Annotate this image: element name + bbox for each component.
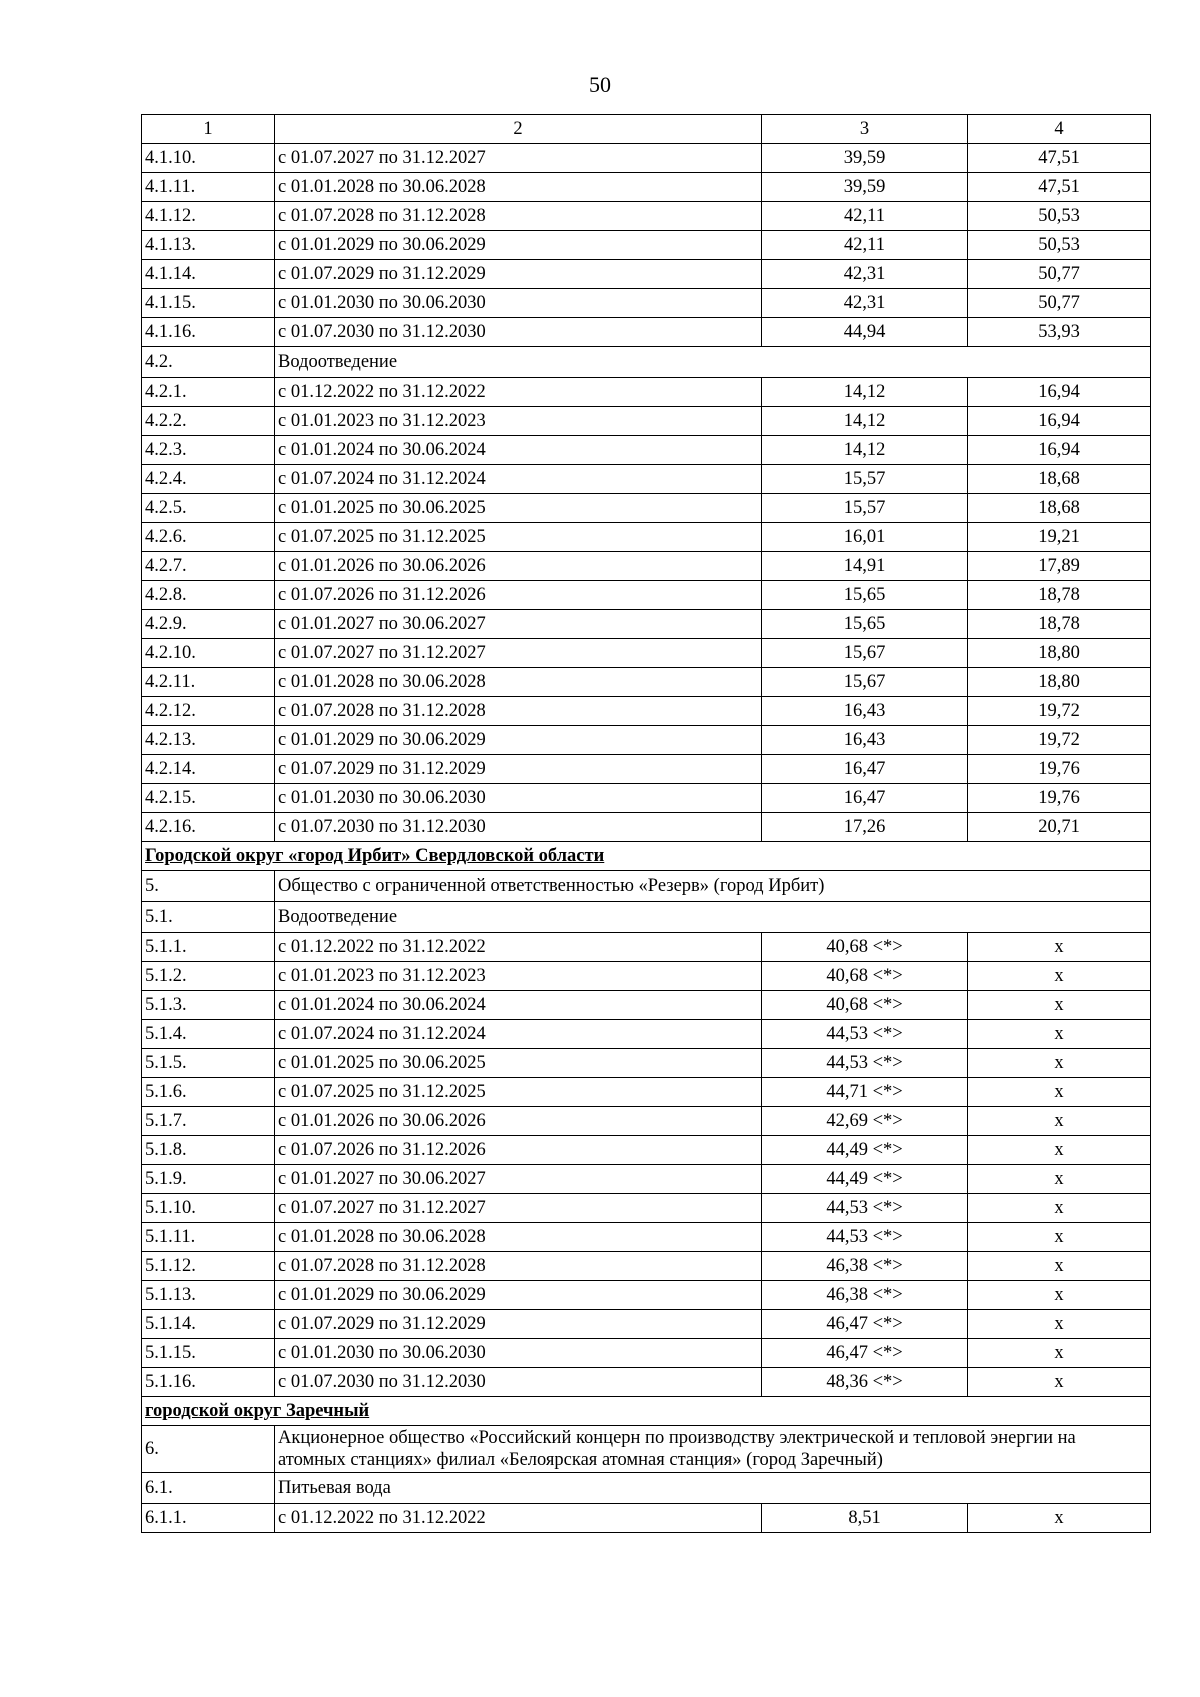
row-value-col3: 42,11 xyxy=(762,231,968,260)
row-number: 6.1.1. xyxy=(142,1504,275,1533)
table-row xyxy=(142,1310,1151,1339)
row-period: с 01.01.2029 по 30.06.2029 xyxy=(275,1281,762,1310)
table-row xyxy=(142,202,1151,231)
row-value-col3: 16,43 xyxy=(762,697,968,726)
row-value-col4: x xyxy=(968,1504,1151,1533)
row-value-col3: 15,57 xyxy=(762,465,968,494)
row-period: с 01.01.2027 по 30.06.2027 xyxy=(275,610,762,639)
row-value-col4: x xyxy=(968,1281,1151,1310)
row-number: 4.1.16. xyxy=(142,318,275,347)
row-value-col3: 14,91 xyxy=(762,552,968,581)
row-value-col3: 16,47 xyxy=(762,784,968,813)
table-row xyxy=(142,289,1151,318)
row-value-col3: 44,71 <*> xyxy=(762,1078,968,1107)
header-col-3: 3 xyxy=(762,115,968,144)
row-period: с 01.01.2030 по 30.06.2030 xyxy=(275,1339,762,1368)
row-value-col4: 19,21 xyxy=(968,523,1151,552)
row-number: 5.1.4. xyxy=(142,1020,275,1049)
table-row xyxy=(142,1194,1151,1223)
row-value-col4: x xyxy=(968,1136,1151,1165)
row-number: 4.2.10. xyxy=(142,639,275,668)
row-number: 4.2.2. xyxy=(142,407,275,436)
row-value-col3: 8,51 xyxy=(762,1504,968,1533)
table-row xyxy=(142,173,1151,202)
row-value-col4: 50,77 xyxy=(968,289,1151,318)
row-value-col3: 15,65 xyxy=(762,581,968,610)
table-row xyxy=(142,1136,1151,1165)
group-number: 5.1. xyxy=(142,902,275,933)
group-number: 6.1. xyxy=(142,1473,275,1504)
row-value-col4: x xyxy=(968,1107,1151,1136)
row-number: 5.1.15. xyxy=(142,1339,275,1368)
row-value-col4: 17,89 xyxy=(968,552,1151,581)
page-number: 50 xyxy=(589,72,611,97)
row-value-col4: 19,76 xyxy=(968,784,1151,813)
table-row xyxy=(142,260,1151,289)
row-value-col4: 18,68 xyxy=(968,494,1151,523)
row-value-col3: 16,01 xyxy=(762,523,968,552)
group-number: 4.2. xyxy=(142,347,275,378)
group-row xyxy=(142,347,1151,378)
row-number: 5.1.1. xyxy=(142,933,275,962)
row-number: 5.1.9. xyxy=(142,1165,275,1194)
row-number: 4.1.14. xyxy=(142,260,275,289)
table-row xyxy=(142,991,1151,1020)
row-value-col4: 53,93 xyxy=(968,318,1151,347)
row-period: с 01.01.2026 по 30.06.2026 xyxy=(275,1107,762,1136)
row-period: с 01.07.2029 по 31.12.2029 xyxy=(275,755,762,784)
row-value-col4: x xyxy=(968,1310,1151,1339)
table-row xyxy=(142,552,1151,581)
tariff-table xyxy=(141,114,1151,1533)
row-value-col3: 44,49 <*> xyxy=(762,1165,968,1194)
row-period: с 01.07.2024 по 31.12.2024 xyxy=(275,1020,762,1049)
row-period: с 01.07.2027 по 31.12.2027 xyxy=(275,639,762,668)
row-value-col3: 44,53 <*> xyxy=(762,1223,968,1252)
row-value-col4: 50,53 xyxy=(968,231,1151,260)
group-row xyxy=(142,902,1151,933)
row-value-col4: 19,72 xyxy=(968,726,1151,755)
row-value-col4: 47,51 xyxy=(968,144,1151,173)
table-row xyxy=(142,1368,1151,1397)
row-number: 4.2.14. xyxy=(142,755,275,784)
row-period: с 01.01.2025 по 30.06.2025 xyxy=(275,1049,762,1078)
row-number: 4.1.13. xyxy=(142,231,275,260)
row-value-col3: 15,67 xyxy=(762,668,968,697)
group-row xyxy=(142,1426,1151,1473)
row-value-col4: x xyxy=(968,962,1151,991)
row-number: 4.2.9. xyxy=(142,610,275,639)
group-number: 5. xyxy=(142,871,275,902)
section-title: городской округ Заречный xyxy=(142,1397,1151,1426)
table-row xyxy=(142,1252,1151,1281)
group-title: Водоотведение xyxy=(275,902,1151,933)
row-period: с 01.01.2030 по 30.06.2030 xyxy=(275,289,762,318)
row-period: с 01.01.2029 по 30.06.2029 xyxy=(275,726,762,755)
table-row xyxy=(142,1107,1151,1136)
header-col-4: 4 xyxy=(968,115,1151,144)
row-number: 4.2.8. xyxy=(142,581,275,610)
row-value-col4: x xyxy=(968,1049,1151,1078)
row-number: 5.1.3. xyxy=(142,991,275,1020)
row-value-col3: 14,12 xyxy=(762,407,968,436)
table-row xyxy=(142,755,1151,784)
row-number: 4.2.5. xyxy=(142,494,275,523)
row-value-col4: x xyxy=(968,1252,1151,1281)
table-row xyxy=(142,610,1151,639)
table-row xyxy=(142,813,1151,842)
row-number: 5.1.12. xyxy=(142,1252,275,1281)
row-period: с 01.07.2025 по 31.12.2025 xyxy=(275,523,762,552)
row-value-col3: 14,12 xyxy=(762,378,968,407)
row-number: 4.2.4. xyxy=(142,465,275,494)
row-value-col4: x xyxy=(968,1165,1151,1194)
table-row xyxy=(142,581,1151,610)
row-value-col4: 47,51 xyxy=(968,173,1151,202)
row-value-col3: 44,49 <*> xyxy=(762,1136,968,1165)
table-row xyxy=(142,933,1151,962)
row-value-col4: x xyxy=(968,1194,1151,1223)
table-row xyxy=(142,1078,1151,1107)
row-value-col4: 50,53 xyxy=(968,202,1151,231)
row-value-col3: 42,69 <*> xyxy=(762,1107,968,1136)
table-row xyxy=(142,639,1151,668)
header-row xyxy=(142,115,1151,144)
row-number: 5.1.7. xyxy=(142,1107,275,1136)
table-row xyxy=(142,378,1151,407)
row-period: с 01.07.2026 по 31.12.2026 xyxy=(275,581,762,610)
row-number: 5.1.5. xyxy=(142,1049,275,1078)
row-period: с 01.07.2028 по 31.12.2028 xyxy=(275,697,762,726)
row-value-col3: 40,68 <*> xyxy=(762,933,968,962)
row-number: 4.2.11. xyxy=(142,668,275,697)
row-period: с 01.12.2022 по 31.12.2022 xyxy=(275,378,762,407)
table-row xyxy=(142,465,1151,494)
row-value-col4: x xyxy=(968,1368,1151,1397)
row-value-col4: 16,94 xyxy=(968,436,1151,465)
row-period: с 01.07.2029 по 31.12.2029 xyxy=(275,260,762,289)
row-value-col3: 44,94 xyxy=(762,318,968,347)
section-title: Городской округ «город Ирбит» Свердловской области xyxy=(142,842,1151,871)
row-number: 4.1.15. xyxy=(142,289,275,318)
row-number: 4.2.13. xyxy=(142,726,275,755)
row-period: с 01.01.2024 по 30.06.2024 xyxy=(275,436,762,465)
row-number: 5.1.16. xyxy=(142,1368,275,1397)
group-row xyxy=(142,871,1151,902)
table-row xyxy=(142,318,1151,347)
row-value-col4: 19,76 xyxy=(968,755,1151,784)
table-row xyxy=(142,784,1151,813)
row-value-col4: 18,78 xyxy=(968,610,1151,639)
table-row xyxy=(142,697,1151,726)
row-value-col3: 46,47 <*> xyxy=(762,1339,968,1368)
group-title: Общество с ограниченной ответственностью «Резерв» (город Ирбит) xyxy=(275,871,1151,902)
row-value-col3: 17,26 xyxy=(762,813,968,842)
row-number: 4.2.6. xyxy=(142,523,275,552)
group-number: 6. xyxy=(142,1426,275,1473)
row-value-col4: x xyxy=(968,1078,1151,1107)
row-value-col3: 44,53 <*> xyxy=(762,1194,968,1223)
row-value-col3: 48,36 <*> xyxy=(762,1368,968,1397)
table-row xyxy=(142,144,1151,173)
table-row xyxy=(142,436,1151,465)
row-number: 5.1.11. xyxy=(142,1223,275,1252)
group-title: Водоотведение xyxy=(275,347,1151,378)
row-value-col3: 15,65 xyxy=(762,610,968,639)
row-number: 4.2.16. xyxy=(142,813,275,842)
row-period: с 01.01.2028 по 30.06.2028 xyxy=(275,173,762,202)
row-period: с 01.07.2024 по 31.12.2024 xyxy=(275,465,762,494)
row-value-col4: 18,68 xyxy=(968,465,1151,494)
row-period: с 01.07.2027 по 31.12.2027 xyxy=(275,144,762,173)
row-value-col3: 14,12 xyxy=(762,436,968,465)
row-value-col4: 18,80 xyxy=(968,639,1151,668)
row-value-col3: 44,53 <*> xyxy=(762,1049,968,1078)
header-col-2: 2 xyxy=(275,115,762,144)
section-row xyxy=(142,1397,1151,1426)
row-period: с 01.07.2026 по 31.12.2026 xyxy=(275,1136,762,1165)
row-period: с 01.01.2027 по 30.06.2027 xyxy=(275,1165,762,1194)
table-body xyxy=(142,144,1151,1533)
row-value-col3: 16,43 xyxy=(762,726,968,755)
row-value-col4: 19,72 xyxy=(968,697,1151,726)
row-value-col4: x xyxy=(968,991,1151,1020)
row-period: с 01.01.2023 по 31.12.2023 xyxy=(275,407,762,436)
table-row xyxy=(142,1281,1151,1310)
group-title: Акционерное общество «Российский концерн по производству электрической и тепловой энергии на атомных станциях» филиал «Белоярская атомная станция» (город Заречный) xyxy=(275,1426,1151,1473)
row-number: 4.1.11. xyxy=(142,173,275,202)
row-value-col4: 20,71 xyxy=(968,813,1151,842)
row-number: 5.1.2. xyxy=(142,962,275,991)
row-period: с 01.01.2026 по 30.06.2026 xyxy=(275,552,762,581)
table-row xyxy=(142,1049,1151,1078)
table-row xyxy=(142,726,1151,755)
table-row xyxy=(142,1223,1151,1252)
table-row xyxy=(142,668,1151,697)
row-number: 4.2.7. xyxy=(142,552,275,581)
table-row xyxy=(142,1020,1151,1049)
table-row xyxy=(142,1504,1151,1533)
row-value-col3: 39,59 xyxy=(762,144,968,173)
table-row xyxy=(142,962,1151,991)
row-value-col3: 46,47 <*> xyxy=(762,1310,968,1339)
row-value-col4: 16,94 xyxy=(968,407,1151,436)
row-value-col3: 46,38 <*> xyxy=(762,1281,968,1310)
table-row xyxy=(142,1165,1151,1194)
row-number: 4.2.12. xyxy=(142,697,275,726)
row-period: с 01.01.2024 по 30.06.2024 xyxy=(275,991,762,1020)
row-number: 4.1.10. xyxy=(142,144,275,173)
row-period: с 01.07.2025 по 31.12.2025 xyxy=(275,1078,762,1107)
table-row xyxy=(142,1339,1151,1368)
row-period: с 01.07.2028 по 31.12.2028 xyxy=(275,202,762,231)
row-value-col3: 44,53 <*> xyxy=(762,1020,968,1049)
row-value-col3: 46,38 <*> xyxy=(762,1252,968,1281)
row-period: с 01.01.2028 по 30.06.2028 xyxy=(275,1223,762,1252)
row-period: с 01.01.2025 по 30.06.2025 xyxy=(275,494,762,523)
row-period: с 01.01.2029 по 30.06.2029 xyxy=(275,231,762,260)
row-period: с 01.01.2028 по 30.06.2028 xyxy=(275,668,762,697)
row-value-col4: x xyxy=(968,1339,1151,1368)
group-row xyxy=(142,1473,1151,1504)
row-value-col3: 42,31 xyxy=(762,260,968,289)
row-period: с 01.07.2030 по 31.12.2030 xyxy=(275,813,762,842)
row-period: с 01.01.2023 по 31.12.2023 xyxy=(275,962,762,991)
section-row xyxy=(142,842,1151,871)
row-period: с 01.07.2028 по 31.12.2028 xyxy=(275,1252,762,1281)
row-number: 5.1.8. xyxy=(142,1136,275,1165)
row-number: 4.2.3. xyxy=(142,436,275,465)
row-number: 5.1.10. xyxy=(142,1194,275,1223)
row-value-col4: 18,78 xyxy=(968,581,1151,610)
row-value-col3: 16,47 xyxy=(762,755,968,784)
row-value-col3: 42,31 xyxy=(762,289,968,318)
row-value-col4: x xyxy=(968,1020,1151,1049)
row-number: 4.1.12. xyxy=(142,202,275,231)
row-value-col4: 18,80 xyxy=(968,668,1151,697)
row-period: с 01.12.2022 по 31.12.2022 xyxy=(275,933,762,962)
group-title: Питьевая вода xyxy=(275,1473,1151,1504)
row-value-col3: 15,57 xyxy=(762,494,968,523)
row-value-col3: 40,68 <*> xyxy=(762,991,968,1020)
row-value-col3: 42,11 xyxy=(762,202,968,231)
row-period: с 01.12.2022 по 31.12.2022 xyxy=(275,1504,762,1533)
row-value-col4: x xyxy=(968,1223,1151,1252)
table-row xyxy=(142,494,1151,523)
row-number: 5.1.14. xyxy=(142,1310,275,1339)
row-number: 4.2.15. xyxy=(142,784,275,813)
table-row xyxy=(142,407,1151,436)
row-value-col3: 40,68 <*> xyxy=(762,962,968,991)
row-period: с 01.07.2029 по 31.12.2029 xyxy=(275,1310,762,1339)
row-number: 5.1.6. xyxy=(142,1078,275,1107)
row-value-col3: 15,67 xyxy=(762,639,968,668)
row-value-col3: 39,59 xyxy=(762,173,968,202)
table-row xyxy=(142,231,1151,260)
row-number: 4.2.1. xyxy=(142,378,275,407)
row-value-col4: 50,77 xyxy=(968,260,1151,289)
header-col-1: 1 xyxy=(142,115,275,144)
table-row xyxy=(142,523,1151,552)
row-value-col4: 16,94 xyxy=(968,378,1151,407)
row-period: с 01.07.2027 по 31.12.2027 xyxy=(275,1194,762,1223)
row-number: 5.1.13. xyxy=(142,1281,275,1310)
row-value-col4: x xyxy=(968,933,1151,962)
row-period: с 01.07.2030 по 31.12.2030 xyxy=(275,318,762,347)
row-period: с 01.07.2030 по 31.12.2030 xyxy=(275,1368,762,1397)
row-period: с 01.01.2030 по 30.06.2030 xyxy=(275,784,762,813)
